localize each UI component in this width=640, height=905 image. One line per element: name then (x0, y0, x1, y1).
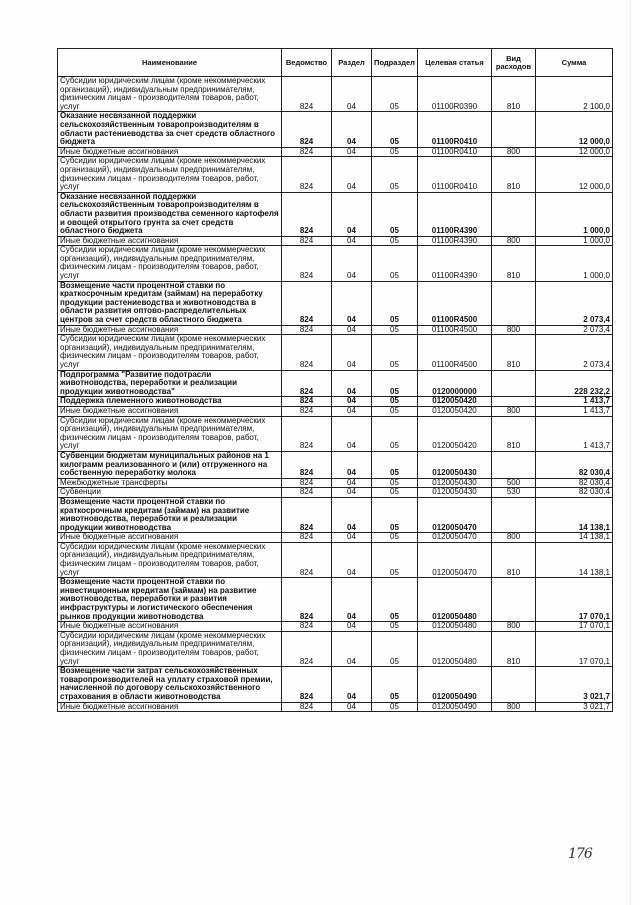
cell-department: 824 (282, 488, 332, 498)
cell-department: 824 (282, 497, 332, 532)
cell-department: 824 (282, 192, 332, 236)
table-row (58, 335, 613, 370)
cell-department: 824 (282, 246, 332, 281)
cell-subsection: 05 (372, 478, 418, 488)
cell-department: 824 (282, 416, 332, 451)
cell-section: 04 (332, 542, 372, 577)
cell-name: Возмещение части процентной ставки по краткосрочным кредитам (займам) на развитие животноводства, переработки и реализации продукции животноводства (58, 497, 282, 532)
cell-amount: 14 138,1 (536, 542, 613, 577)
cell-name: Иные бюджетные ассигнования (58, 325, 282, 335)
table-row (58, 246, 613, 281)
cell-section: 04 (332, 281, 372, 325)
cell-amount: 3 021,7 (536, 702, 613, 712)
cell-section: 04 (332, 416, 372, 451)
table-row (58, 416, 613, 451)
cell-name: Субсидии юридическим лицам (кроме некоммерческих организаций), индивидуальным предпринимателям, физическим лицам - производителям товаров, работ, услуг (58, 542, 282, 577)
cell-target-article: 0120050470 (418, 497, 492, 532)
cell-subsection: 05 (372, 335, 418, 370)
cell-department: 824 (282, 157, 332, 192)
cell-department: 824 (282, 77, 332, 112)
cell-expense-type: 810 (492, 416, 536, 451)
cell-expense-type (492, 451, 536, 478)
cell-section: 04 (332, 335, 372, 370)
cell-amount: 12 000,0 (536, 112, 613, 147)
scan-edge (630, 0, 631, 905)
cell-department: 824 (282, 335, 332, 370)
cell-department: 824 (282, 478, 332, 488)
cell-expense-type: 810 (492, 542, 536, 577)
cell-target-article: 01100R4390 (418, 192, 492, 236)
cell-name: Оказание несвязанной поддержки сельскохозяйственным товаропроизводителям в области растениеводства за счет средств областного бюджета (58, 112, 282, 147)
cell-amount: 12 000,0 (536, 157, 613, 192)
cell-target-article: 01100R4500 (418, 281, 492, 325)
cell-section: 04 (332, 370, 372, 397)
table-body (58, 77, 613, 712)
table-row (58, 77, 613, 112)
cell-amount: 82 030,4 (536, 478, 613, 488)
cell-subsection: 05 (372, 416, 418, 451)
cell-target-article: 01100R0390 (418, 77, 492, 112)
cell-name: Субсидии юридическим лицам (кроме некоммерческих организаций), индивидуальным предпринимателям, физическим лицам - производителям товаров, работ, услуг (58, 631, 282, 666)
cell-amount: 82 030,4 (536, 451, 613, 478)
cell-department: 824 (282, 406, 332, 416)
cell-amount: 1 413,7 (536, 397, 613, 407)
table-row (58, 281, 613, 325)
cell-subsection: 05 (372, 533, 418, 543)
header-expense-type: Вид расходов (492, 49, 536, 77)
cell-expense-type: 810 (492, 335, 536, 370)
cell-subsection: 05 (372, 578, 418, 622)
cell-name: Субсидии юридическим лицам (кроме некоммерческих организаций), индивидуальным предпринимателям, физическим лицам - производителям товаров, работ, услуг (58, 246, 282, 281)
cell-name: Иные бюджетные ассигнования (58, 622, 282, 632)
table-row (58, 578, 613, 622)
cell-target-article: 0120050430 (418, 478, 492, 488)
cell-expense-type (492, 192, 536, 236)
cell-department: 824 (282, 578, 332, 622)
cell-subsection: 05 (372, 542, 418, 577)
table-row (58, 370, 613, 397)
cell-subsection: 05 (372, 667, 418, 702)
cell-name: Субсидии юридическим лицам (кроме некоммерческих организаций), индивидуальным предпринимателям, физическим лицам - производителям товаров, работ, услуг (58, 157, 282, 192)
cell-name: Поддержка племенного животноводства (58, 397, 282, 407)
cell-name: Субсидии юридическим лицам (кроме некоммерческих организаций), индивидуальным предпринимателям, физическим лицам - производителям товаров, работ, услуг (58, 335, 282, 370)
cell-expense-type: 800 (492, 325, 536, 335)
cell-section: 04 (332, 147, 372, 157)
cell-department: 824 (282, 542, 332, 577)
cell-subsection: 05 (372, 622, 418, 632)
cell-name: Иные бюджетные ассигнования (58, 533, 282, 543)
cell-subsection: 05 (372, 702, 418, 712)
cell-target-article: 0120050480 (418, 631, 492, 666)
cell-subsection: 05 (372, 157, 418, 192)
table-row (58, 622, 613, 632)
cell-section: 04 (332, 497, 372, 532)
cell-target-article: 01100R4390 (418, 236, 492, 246)
cell-amount: 1 000,0 (536, 236, 613, 246)
cell-subsection: 05 (372, 281, 418, 325)
cell-target-article: 01100R4500 (418, 325, 492, 335)
cell-target-article: 01100R4390 (418, 246, 492, 281)
cell-amount: 1 413,7 (536, 406, 613, 416)
cell-expense-type: 810 (492, 157, 536, 192)
cell-expense-type (492, 497, 536, 532)
cell-target-article: 0120050420 (418, 397, 492, 407)
cell-expense-type (492, 667, 536, 702)
cell-target-article: 01100R0410 (418, 157, 492, 192)
cell-name: Оказание несвязанной поддержки сельскохозяйственным товаропроизводителям в области развития производства семенного картофеля и овощей открытого грунта за счет средств областного бюджета (58, 192, 282, 236)
cell-expense-type: 530 (492, 488, 536, 498)
table-row (58, 631, 613, 666)
cell-department: 824 (282, 112, 332, 147)
cell-section: 04 (332, 397, 372, 407)
cell-target-article: 0120050490 (418, 702, 492, 712)
cell-section: 04 (332, 112, 372, 147)
cell-expense-type: 800 (492, 533, 536, 543)
cell-section: 04 (332, 192, 372, 236)
cell-department: 824 (282, 236, 332, 246)
cell-target-article: 0120050430 (418, 451, 492, 478)
table-row (58, 542, 613, 577)
cell-section: 04 (332, 578, 372, 622)
table-row (58, 497, 613, 532)
cell-section: 04 (332, 702, 372, 712)
cell-department: 824 (282, 533, 332, 543)
cell-expense-type: 810 (492, 77, 536, 112)
cell-expense-type: 810 (492, 246, 536, 281)
cell-amount: 2 073,4 (536, 281, 613, 325)
cell-subsection: 05 (372, 488, 418, 498)
cell-section: 04 (332, 157, 372, 192)
cell-section: 04 (332, 77, 372, 112)
cell-section: 04 (332, 622, 372, 632)
cell-expense-type: 800 (492, 236, 536, 246)
cell-section: 04 (332, 631, 372, 666)
cell-subsection: 05 (372, 236, 418, 246)
cell-department: 824 (282, 397, 332, 407)
header-name: Наименование (58, 49, 282, 77)
cell-amount: 82 030,4 (536, 488, 613, 498)
cell-target-article: 01100R0410 (418, 147, 492, 157)
table-row (58, 667, 613, 702)
cell-subsection: 05 (372, 192, 418, 236)
cell-amount: 17 070,1 (536, 578, 613, 622)
cell-name: Иные бюджетные ассигнования (58, 702, 282, 712)
table-row (58, 406, 613, 416)
cell-amount: 2 073,4 (536, 335, 613, 370)
cell-department: 824 (282, 702, 332, 712)
cell-amount: 228 232,2 (536, 370, 613, 397)
page-number-handwritten: 176 (568, 846, 592, 862)
cell-subsection: 05 (372, 397, 418, 407)
cell-section: 04 (332, 451, 372, 478)
cell-amount: 1 000,0 (536, 246, 613, 281)
cell-name: Подпрограмма "Развитие подотрасли животноводства, переработки и реализации продукции животноводства" (58, 370, 282, 397)
cell-target-article: 0120050480 (418, 578, 492, 622)
header-amount: Сумма (536, 49, 613, 77)
table-row (58, 192, 613, 236)
cell-expense-type (492, 578, 536, 622)
cell-name: Субсидии юридическим лицам (кроме некоммерческих организаций), индивидуальным предпринимателям, физическим лицам - производителям товаров, работ, услуг (58, 77, 282, 112)
table-row (58, 533, 613, 543)
cell-amount: 14 138,1 (536, 497, 613, 532)
cell-subsection: 05 (372, 497, 418, 532)
cell-subsection: 05 (372, 451, 418, 478)
cell-expense-type: 800 (492, 147, 536, 157)
cell-subsection: 05 (372, 406, 418, 416)
cell-name: Иные бюджетные ассигнования (58, 406, 282, 416)
cell-target-article: 0120050470 (418, 533, 492, 543)
cell-expense-type: 800 (492, 406, 536, 416)
cell-amount: 17 070,1 (536, 631, 613, 666)
cell-target-article: 01100R0410 (418, 112, 492, 147)
budget-table (57, 48, 613, 712)
cell-amount: 1 413,7 (536, 416, 613, 451)
cell-section: 04 (332, 488, 372, 498)
cell-department: 824 (282, 370, 332, 397)
cell-expense-type: 810 (492, 631, 536, 666)
cell-subsection: 05 (372, 370, 418, 397)
cell-department: 824 (282, 667, 332, 702)
header-target-article: Целевая статья (418, 49, 492, 77)
cell-department: 824 (282, 281, 332, 325)
cell-expense-type (492, 281, 536, 325)
cell-subsection: 05 (372, 246, 418, 281)
cell-expense-type: 800 (492, 702, 536, 712)
cell-name: Иные бюджетные ассигнования (58, 147, 282, 157)
cell-amount: 1 000,0 (536, 192, 613, 236)
cell-subsection: 05 (372, 147, 418, 157)
cell-expense-type (492, 112, 536, 147)
cell-department: 824 (282, 147, 332, 157)
cell-target-article: 0120050420 (418, 406, 492, 416)
cell-department: 824 (282, 631, 332, 666)
cell-name: Субвенции бюджетам муниципальных районов на 1 килограмм реализованного и (или) отгруженного на собственную переработку молока (58, 451, 282, 478)
cell-section: 04 (332, 667, 372, 702)
cell-target-article: 0120050420 (418, 416, 492, 451)
cell-amount: 14 138,1 (536, 533, 613, 543)
table-header-row (58, 49, 613, 77)
table-row (58, 702, 613, 712)
cell-section: 04 (332, 406, 372, 416)
cell-target-article: 0120050430 (418, 488, 492, 498)
cell-subsection: 05 (372, 77, 418, 112)
cell-target-article: 0120050480 (418, 622, 492, 632)
cell-name: Субсидии юридическим лицам (кроме некоммерческих организаций), индивидуальным предпринимателям, физическим лицам - производителям товаров, работ, услуг (58, 416, 282, 451)
cell-subsection: 05 (372, 112, 418, 147)
table-row (58, 157, 613, 192)
cell-amount: 17 070,1 (536, 622, 613, 632)
cell-name: Возмещение части процентной ставки по краткосрочным кредитам (займам) на переработку продукции растениеводства и животноводства в области развития оптово-распределительных центров за счет средств областного бюджета (58, 281, 282, 325)
cell-amount: 3 021,7 (536, 667, 613, 702)
header-subsection: Подраздел (372, 49, 418, 77)
cell-name: Возмещение части затрат сельскохозяйственных товаропроизводителей на уплату страховой премии, начисленной по договору сельскохозяйственного страхования в области животноводства (58, 667, 282, 702)
cell-section: 04 (332, 246, 372, 281)
table-row (58, 478, 613, 488)
cell-department: 824 (282, 622, 332, 632)
cell-section: 04 (332, 533, 372, 543)
cell-target-article: 0120000000 (418, 370, 492, 397)
cell-amount: 2 100,0 (536, 77, 613, 112)
cell-target-article: 01100R4500 (418, 335, 492, 370)
header-section: Раздел (332, 49, 372, 77)
cell-amount: 12 000,0 (536, 147, 613, 157)
cell-section: 04 (332, 325, 372, 335)
table-row (58, 112, 613, 147)
cell-name: Иные бюджетные ассигнования (58, 236, 282, 246)
cell-expense-type: 800 (492, 622, 536, 632)
cell-target-article: 0120050490 (418, 667, 492, 702)
cell-section: 04 (332, 236, 372, 246)
cell-name: Межбюджетные трансферты (58, 478, 282, 488)
cell-subsection: 05 (372, 325, 418, 335)
cell-expense-type: 500 (492, 478, 536, 488)
table-row (58, 488, 613, 498)
cell-name: Возмещение части процентной ставки по инвестиционным кредитам (займам) на развитие животноводства, переработки и развития инфраструктуры и логистического обеспечения рынков продукции животноводства (58, 578, 282, 622)
cell-amount: 2 073,4 (536, 325, 613, 335)
table-row (58, 451, 613, 478)
cell-section: 04 (332, 478, 372, 488)
cell-expense-type (492, 370, 536, 397)
header-department: Ведомство (282, 49, 332, 77)
cell-department: 824 (282, 451, 332, 478)
cell-name: Субвенции (58, 488, 282, 498)
cell-subsection: 05 (372, 631, 418, 666)
cell-department: 824 (282, 325, 332, 335)
cell-target-article: 0120050470 (418, 542, 492, 577)
